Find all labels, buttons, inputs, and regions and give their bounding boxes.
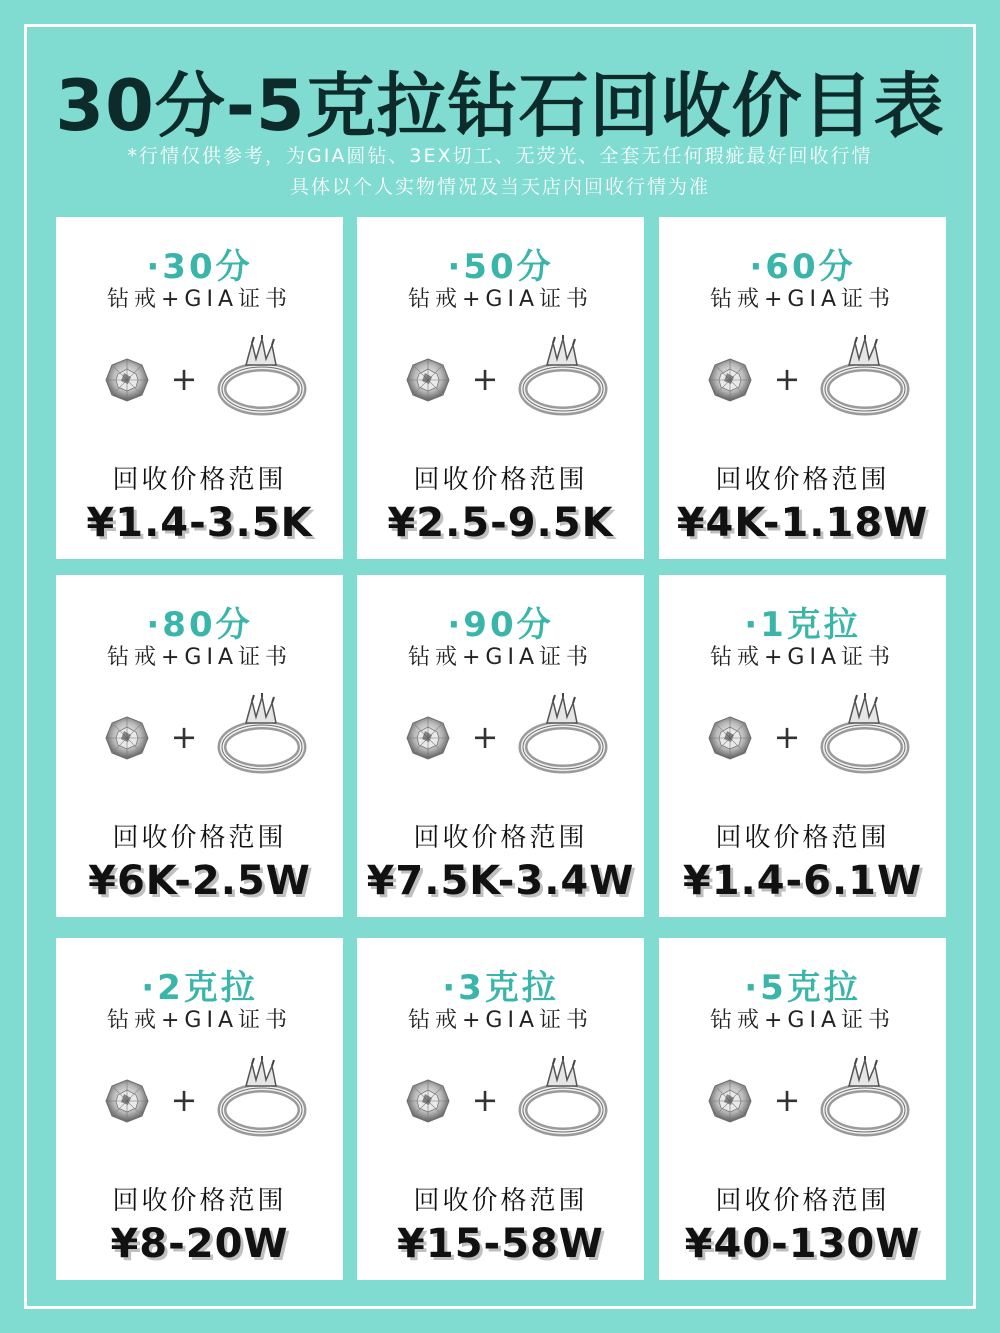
price-card bbox=[357, 938, 644, 1280]
ring-icon bbox=[819, 335, 911, 419]
card-subtitle: 钻戒+GIA证书 bbox=[106, 1008, 293, 1033]
price-range-label: 回收价格范围 bbox=[413, 1186, 588, 1216]
card-title: ·50分 bbox=[447, 247, 554, 287]
price-range-label: 回收价格范围 bbox=[413, 823, 588, 853]
diamond-icon bbox=[104, 715, 150, 761]
price-range-value: ¥1.4-3.5K bbox=[86, 500, 313, 546]
plus-sign: + bbox=[773, 360, 801, 398]
price-card bbox=[56, 217, 343, 559]
price-card bbox=[56, 575, 343, 917]
price-range-label: 回收价格范围 bbox=[715, 1186, 890, 1216]
disclaimer-line-2: 具体以个人实物情况及当天店内回收行情为准 bbox=[289, 176, 710, 198]
price-card bbox=[659, 575, 946, 917]
card-subtitle: 钻戒+GIA证书 bbox=[106, 287, 293, 312]
price-range-label: 回收价格范围 bbox=[715, 465, 890, 495]
diamond-icon bbox=[707, 1078, 753, 1124]
diamond-icon bbox=[707, 357, 753, 403]
ring-icon bbox=[517, 693, 609, 777]
card-subtitle: 钻戒+GIA证书 bbox=[407, 645, 594, 670]
plus-sign: + bbox=[773, 718, 801, 756]
diamond-icon bbox=[104, 357, 150, 403]
price-range-label: 回收价格范围 bbox=[112, 823, 287, 853]
price-range-value: ¥1.4-6.1W bbox=[682, 858, 923, 904]
ring-icon bbox=[216, 335, 308, 419]
price-card bbox=[357, 217, 644, 559]
ring-icon bbox=[216, 693, 308, 777]
ring-icon bbox=[517, 1056, 609, 1140]
card-title: ·1克拉 bbox=[744, 605, 861, 645]
ring-icon bbox=[216, 1056, 308, 1140]
card-subtitle: 钻戒+GIA证书 bbox=[106, 645, 293, 670]
ring-icon bbox=[819, 1056, 911, 1140]
card-subtitle: 钻戒+GIA证书 bbox=[709, 287, 896, 312]
ring-icon bbox=[819, 693, 911, 777]
price-card bbox=[659, 938, 946, 1280]
card-title: ·30分 bbox=[146, 247, 253, 287]
price-range-label: 回收价格范围 bbox=[112, 1186, 287, 1216]
card-subtitle: 钻戒+GIA证书 bbox=[407, 1008, 594, 1033]
card-title: ·3克拉 bbox=[442, 968, 559, 1008]
plus-sign: + bbox=[471, 718, 499, 756]
diamond-icon bbox=[104, 1078, 150, 1124]
ring-icon bbox=[517, 335, 609, 419]
diamond-icon bbox=[707, 715, 753, 761]
price-card bbox=[56, 938, 343, 1280]
price-range-value: ¥6K-2.5W bbox=[88, 858, 311, 904]
card-subtitle: 钻戒+GIA证书 bbox=[709, 1008, 896, 1033]
card-title: ·5克拉 bbox=[744, 968, 861, 1008]
plus-sign: + bbox=[170, 1081, 198, 1119]
price-range-value: ¥2.5-9.5K bbox=[387, 500, 614, 546]
price-card bbox=[357, 575, 644, 917]
price-range-label: 回收价格范围 bbox=[715, 823, 890, 853]
price-range-value: ¥4K-1.18W bbox=[676, 500, 929, 546]
disclaimer-line-1: *行情仅供参考，为GIA圆钻、3EX切工、无荧光、全套无任何瑕疵最好回收行情 bbox=[127, 145, 873, 167]
card-title: ·2克拉 bbox=[141, 968, 258, 1008]
price-range-value: ¥7.5K-3.4W bbox=[366, 858, 635, 904]
price-range-value: ¥40-130W bbox=[684, 1221, 921, 1267]
diamond-icon bbox=[405, 715, 451, 761]
plus-sign: + bbox=[471, 360, 499, 398]
page-title: 30分-5克拉钻石回收价目表 bbox=[55, 65, 945, 147]
diamond-icon bbox=[405, 357, 451, 403]
card-subtitle: 钻戒+GIA证书 bbox=[709, 645, 896, 670]
plus-sign: + bbox=[773, 1081, 801, 1119]
plus-sign: + bbox=[170, 718, 198, 756]
price-card bbox=[659, 217, 946, 559]
plus-sign: + bbox=[170, 360, 198, 398]
card-title: ·80分 bbox=[146, 605, 253, 645]
price-range-value: ¥8-20W bbox=[110, 1221, 289, 1267]
price-range-label: 回收价格范围 bbox=[413, 465, 588, 495]
diamond-icon bbox=[405, 1078, 451, 1124]
card-title: ·90分 bbox=[447, 605, 554, 645]
price-range-value: ¥15-58W bbox=[397, 1221, 604, 1267]
card-subtitle: 钻戒+GIA证书 bbox=[407, 287, 594, 312]
card-title: ·60分 bbox=[749, 247, 856, 287]
plus-sign: + bbox=[471, 1081, 499, 1119]
price-range-label: 回收价格范围 bbox=[112, 465, 287, 495]
